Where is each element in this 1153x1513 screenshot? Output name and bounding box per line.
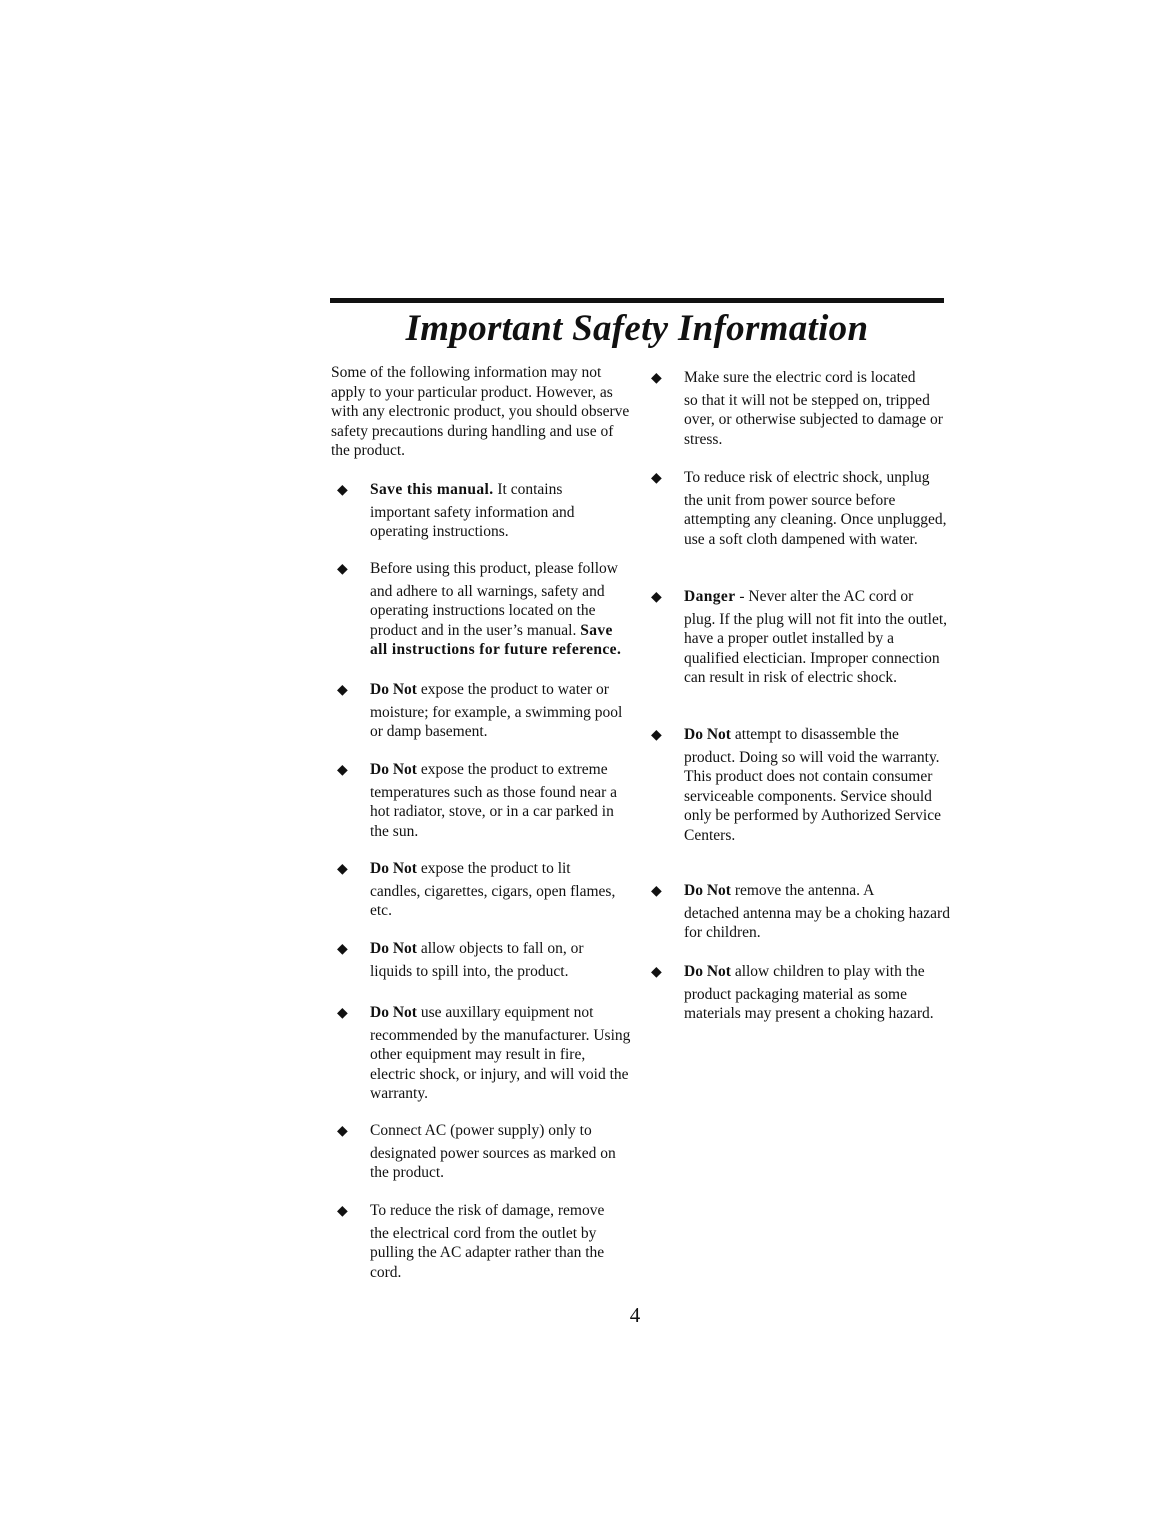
- safety-item-rest: product packaging material as some materials may present a choking hazard.: [684, 985, 934, 1022]
- safety-item-first-line: Make sure the electric cord is located: [684, 369, 916, 386]
- safety-item-lead: Save this manual.: [370, 481, 494, 498]
- safety-item-rest: plug. If the plug will not fit into the outlet, have a proper outlet installed by a qualified electician. Improper connection can result in risk of electric shock.: [684, 610, 948, 686]
- diamond-bullet-icon: ◆: [651, 589, 662, 605]
- safety-item-first-line: Save this manual. It contains: [370, 481, 563, 498]
- safety-item-rest: designated power sources as marked on the product.: [370, 1144, 616, 1181]
- diamond-bullet-icon: ◆: [337, 561, 348, 577]
- safety-item-first-line: Connect AC (power supply) only to: [370, 1122, 592, 1139]
- safety-item-text: [684, 725, 951, 845]
- safety-item-rest: and adhere to all warnings, safety and operating instructions located on the product and in the user’s manual. Save all instructions for future reference.: [370, 582, 622, 658]
- safety-item-rest: candles, cigarettes, cigars, open flames, etc.: [370, 882, 616, 919]
- safety-item-first-line: To reduce risk of electric shock, unplug: [684, 469, 930, 486]
- safety-item-first-line: Do Not expose the product to water or: [370, 681, 609, 698]
- safety-item-first-line: To reduce the risk of damage, remove: [370, 1202, 605, 1219]
- safety-item-rest: moisture; for example, a swimming pool or damp basement.: [370, 703, 623, 740]
- page-number: 4: [629, 1303, 641, 1327]
- diamond-bullet-icon: ◆: [651, 727, 662, 743]
- diamond-bullet-icon: ◆: [651, 964, 662, 980]
- safety-item-rest: detached antenna may be a choking hazard for children.: [684, 904, 950, 941]
- diamond-bullet-icon: ◆: [337, 861, 348, 877]
- diamond-bullet-icon: ◆: [337, 941, 348, 957]
- safety-item-rest: the electrical cord from the outlet by pulling the AC adapter rather than the cord.: [370, 1224, 605, 1281]
- diamond-bullet-icon: ◆: [651, 470, 662, 486]
- safety-item-first-line: Do Not allow objects to fall on, or: [370, 940, 584, 957]
- diamond-bullet-icon: ◆: [337, 1123, 348, 1139]
- safety-item-text: [370, 760, 632, 841]
- safety-item-first-line: Do Not allow children to play with the: [684, 963, 925, 980]
- safety-item-first-line: Do Not expose the product to extreme: [370, 761, 608, 778]
- safety-item-rest: product. Doing so will void the warranty. This product does not contain consumer serviceable components. Service should only be performed by Authorized Service Centers.: [684, 748, 941, 844]
- safety-item-text: [684, 881, 951, 943]
- diamond-bullet-icon: ◆: [337, 762, 348, 778]
- safety-item-lead: Do Not: [684, 882, 731, 899]
- page-title: Important Safety Information: [405, 308, 869, 349]
- safety-item-emphasis: Save all instructions for future reference.: [370, 621, 622, 658]
- safety-item-text: [684, 468, 951, 549]
- safety-item-first-line: Do Not expose the product to lit: [370, 860, 571, 877]
- safety-item-first-line: Danger - Never alter the AC cord or: [684, 588, 914, 605]
- safety-item-lead: Danger: [684, 588, 736, 605]
- safety-item-rest: the unit from power source before attempting any cleaning. Once unplugged, use a soft cloth dampened with water.: [684, 491, 947, 548]
- intro-paragraph: Some of the following information may not apply to your particular product. However, as with any electronic product, you should observe safety precautions during handling and use of the product.: [331, 364, 630, 459]
- safety-item-first-line: Do Not attempt to disassemble the: [684, 726, 899, 743]
- safety-item-lead: Do Not: [370, 761, 417, 778]
- safety-item-text: [370, 1201, 632, 1282]
- safety-item-lead: Do Not: [370, 681, 417, 698]
- safety-item-text: [370, 559, 632, 660]
- diamond-bullet-icon: ◆: [651, 883, 662, 899]
- safety-item-rest: recommended by the manufacturer. Using other equipment may result in fire, electric shock, or injury, and will void the warranty.: [370, 1026, 631, 1102]
- safety-item-first-line: Do Not remove the antenna. A: [684, 882, 875, 899]
- diamond-bullet-icon: ◆: [337, 1005, 348, 1021]
- safety-item-lead: Do Not: [370, 1004, 417, 1021]
- safety-item-lead: Do Not: [684, 726, 731, 743]
- title-rule: [330, 298, 944, 303]
- safety-item-rest: important safety information and operating instructions.: [370, 503, 575, 540]
- safety-item-text: [370, 1003, 632, 1104]
- diamond-bullet-icon: ◆: [337, 682, 348, 698]
- safety-item-text: [684, 962, 951, 1024]
- safety-item-first-line: Do Not use auxillary equipment not: [370, 1004, 594, 1021]
- safety-item-rest: so that it will not be stepped on, tripped over, or otherwise subjected to damage or stress.: [684, 391, 943, 448]
- safety-item-first-line: Before using this product, please follow: [370, 560, 618, 577]
- diamond-bullet-icon: ◆: [337, 1203, 348, 1219]
- safety-item-text: [684, 368, 951, 449]
- safety-item-rest: temperatures such as those found near a hot radiator, stove, or in a car parked in the sun.: [370, 783, 618, 840]
- safety-item-text: [370, 480, 632, 542]
- diamond-bullet-icon: ◆: [651, 370, 662, 386]
- safety-item-text: [370, 1121, 632, 1183]
- safety-item-lead: Do Not: [684, 963, 731, 980]
- safety-item-rest: liquids to spill into, the product.: [370, 962, 569, 980]
- safety-item-text: [370, 680, 632, 742]
- safety-item-text: [370, 939, 632, 981]
- safety-item-text: [370, 859, 632, 921]
- diamond-bullet-icon: ◆: [337, 482, 348, 498]
- safety-item-lead: Do Not: [370, 940, 417, 957]
- safety-item-text: [684, 587, 951, 688]
- safety-item-lead: Do Not: [370, 860, 417, 877]
